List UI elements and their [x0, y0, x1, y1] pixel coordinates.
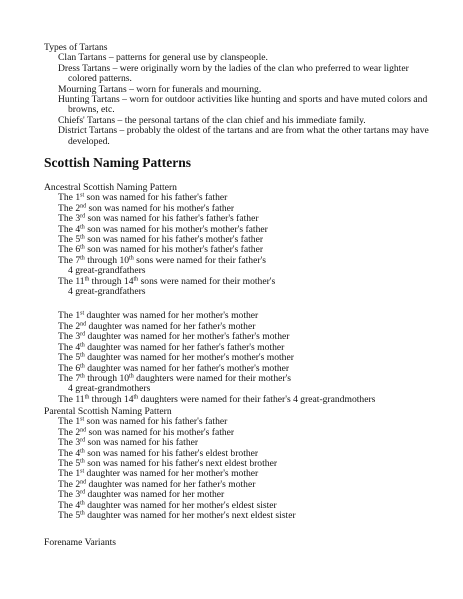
- parental-line: The 4th son was named for his father's eldest brother: [58, 447, 259, 459]
- ancestral-daughter-range: The 7th through 10th daughters were named for their mother's: [58, 372, 292, 384]
- tartan-name: District Tartans: [58, 125, 118, 137]
- parental-line: The 1st son was named for his father's father: [58, 416, 228, 428]
- parental-line: The 5th daughter was named for her mother's next eldest sister: [58, 510, 296, 522]
- section-heading: Scottish Naming Patterns: [44, 155, 191, 170]
- ancestral-daughter-line: The 5th daughter was named for her mother's mother's mother: [58, 352, 294, 364]
- tartan-desc: the personal tartans of the clan chief and his immediate family.: [124, 114, 366, 126]
- tartan-item: District Tartans – probably the oldest of the tartans and are from what the other tartans may have developed.: [58, 125, 429, 147]
- parental-line: The 3rd son was named for his father: [58, 437, 199, 449]
- ancestral-daughter-line: The 2nd daughter was named for her father's mother: [58, 320, 256, 332]
- tartan-name: Dress Tartans: [58, 62, 111, 74]
- tartan-item: Mourning Tartans – worn for funerals and mourning.: [58, 83, 262, 95]
- ancestral-son-line: The 1st son was named for his father's father: [58, 192, 228, 204]
- parental-line: The 2nd daughter was named for her father's mother: [58, 478, 256, 490]
- ancestral-son-line: The 6th son was named for his mother's father's father: [58, 244, 264, 256]
- ancestral-daughter-line: The 4th daughter was named for her father's father's mother: [58, 341, 285, 353]
- ancestral-daughter-line: The 1st daughter was named for her mother's mother: [58, 310, 259, 322]
- tartan-item: Chiefs' Tartans – the personal tartans of the clan chief and his immediate family.: [58, 114, 366, 126]
- tartan-section: [44, 43, 439, 147]
- tartan-desc: patterns for general use by clanspeople.: [116, 52, 268, 64]
- ancestral-title: Ancestral Scottish Naming Pattern: [44, 182, 177, 193]
- ancestral-daughter-line: The 6th daughter was named for her father's mother's mother: [58, 362, 290, 374]
- ancestral-daughter-range: The 11th through 14th daughters were named for their father's 4 great-grandmothers: [58, 393, 376, 405]
- ancestral-son-range-cont: 4 great-grandfathers: [68, 286, 146, 298]
- ancestral-daughter-line: The 3rd daughter was named for her mother's father's mother: [58, 331, 290, 343]
- ancestral-daughter-range-cont: 4 great-grandmothers: [68, 383, 151, 395]
- parental-title: Parental Scottish Naming Pattern: [44, 406, 172, 417]
- tartan-name: Hunting Tartans: [58, 94, 120, 106]
- spacer: [44, 297, 439, 311]
- parental-section: [44, 407, 439, 521]
- tartan-desc: worn for funerals and mourning.: [136, 83, 262, 95]
- parental-line: The 5th son was named for his father's next eldest brother: [58, 458, 278, 470]
- forename-heading: [44, 538, 439, 548]
- ancestral-son-line: The 4th son was named for his mother's mother's father: [58, 223, 268, 235]
- parental-line: The 2nd son was named for his mother's father: [58, 426, 235, 438]
- ancestral-son-line: The 2nd son was named for his mother's father: [58, 202, 235, 214]
- tartan-desc: worn for outdoor activities like hunting and sports and have muted colors and browns, etc.: [68, 94, 428, 116]
- tartan-list: [44, 53, 439, 147]
- ancestral-son-range: The 7th through 10th sons were named for their father's: [58, 254, 266, 266]
- parental-line: The 3rd daughter was named for her mother: [58, 489, 225, 501]
- forename-title: Forename Variants: [44, 537, 117, 548]
- parental-line: The 1st daughter was named for her mother's mother: [58, 468, 259, 480]
- tartan-desc: probably the oldest of the tartans and are from what the other tartans may have developed.: [68, 125, 429, 147]
- tartan-item: Clan Tartans – patterns for general use by clanspeople.: [58, 52, 268, 64]
- tartan-name: Clan Tartans: [58, 52, 107, 64]
- tartan-item: Hunting Tartans – worn for outdoor activities like hunting and sports and have muted colors and browns, etc.: [58, 94, 428, 116]
- tartan-item: Dress Tartans – were originally worn by the ladies of the clan who preferred to wear lighter colored patterns.: [58, 62, 409, 85]
- tartan-title: Types of Tartans: [44, 42, 108, 53]
- parental-line: The 4th daughter was named for her mother's eldest sister: [58, 499, 277, 511]
- ancestral-son-line: The 5th son was named for his father's mother's father: [58, 234, 264, 246]
- ancestral-son-line: The 3rd son was named for his father's father's father: [58, 213, 259, 225]
- ancestral-son-range: The 11th through 14th sons were named for their mother's: [58, 275, 276, 287]
- ancestral-section: [44, 183, 439, 405]
- tartan-name: Chiefs' Tartans: [58, 114, 116, 126]
- ancestral-son-range-cont: 4 great-grandfathers: [68, 265, 146, 277]
- tartan-name: Mourning Tartans: [58, 83, 127, 95]
- tartan-desc: were originally worn by the ladies of the clan who preferred to wear lighter colored patterns.: [68, 62, 409, 85]
